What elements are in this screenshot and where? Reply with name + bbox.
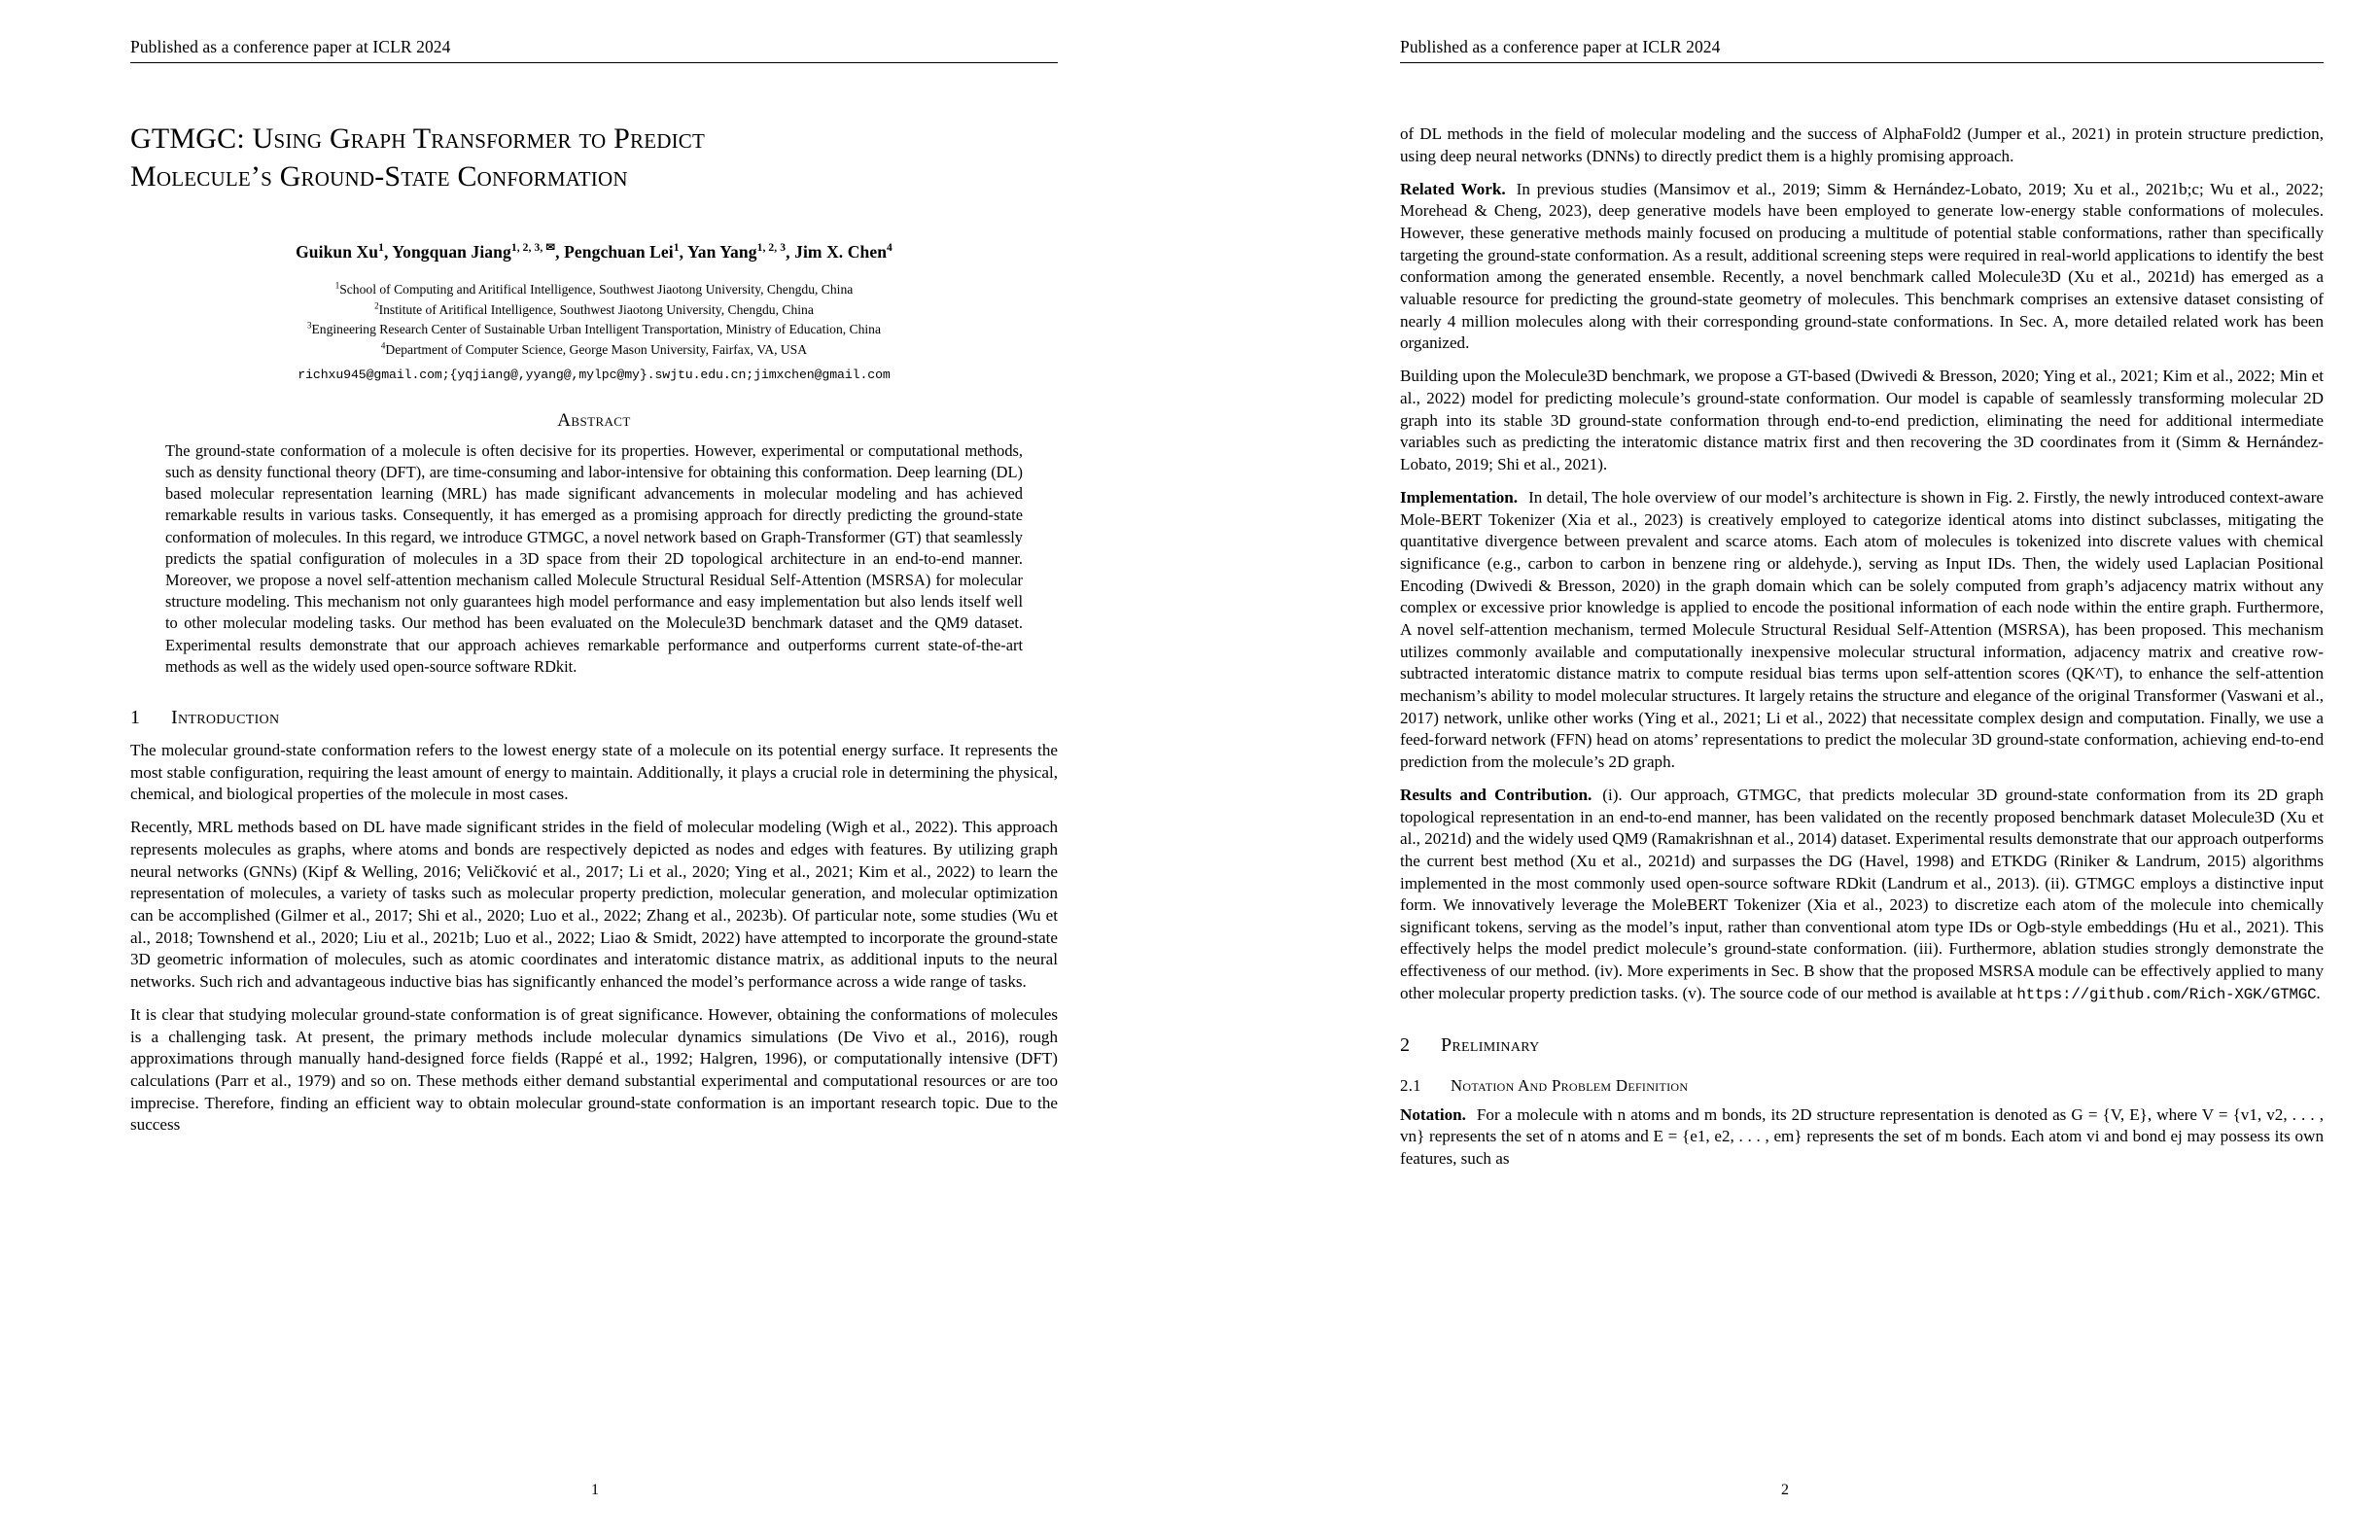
- affiliation-item: [130, 280, 1058, 300]
- running-header-right: Published as a conference paper at ICLR 2024: [1400, 37, 2324, 63]
- paragraph-intro-3: It is clear that studying molecular ground-state conformation is of great significance. However, obtaining the conformations of molecules is a challenging task. At present, the primary methods include molecular dynamics simulations (De Vivo et al., 2016), rough approximations through manually hand-designed force fields (Rappé et al., 1992; Halgren, 1996), or computationally intensive (DFT) calculations (Parr et al., 1979) and so on. These methods either demand substantial experimental and computational resources or are too imprecise. Therefore, finding an efficient way to obtain molecular ground-state conformation is an important research topic. Due to the success: [130, 1005, 1058, 1135]
- affiliation-item: [130, 300, 1058, 321]
- paragraph-implementation: [1400, 487, 2324, 773]
- paragraph-continuation: of DL methods in the field of molecular modeling and the success of AlphaFold2 (Jumper et al., 2021) in protein structure prediction, using deep neural networks (DNNs) to directly predict them is a highly promising approach.: [1400, 124, 2324, 165]
- author-list: Guikun Xu$^1$, Yongquan Jiang$^{1, 2, 3, ✉}$, Pengchuan Lei$^1$, Yan Yang$^{1, 2, 3}$, Jim X. Chen$^4$: [296, 242, 892, 262]
- paragraph-text: In previous studies (Mansimov et al., 2019; Simm & Hernández-Lobato, 2019; Xu et al., 2021b;c; Wu et al., 2022; Morehead & Cheng, 2023), deep generative models have been employed to generate low-energy stable conformations of molecules. However, these generative methods mainly focused on producing a multitude of potential stable conformations, rather than specifically targeting the ground-state conformation. As a result, additional screening steps were required in real-world applications to identify the best conformation among the generated ensemble. Recently, a novel benchmark called Molecule3D (Xu et al., 2021d) has emerged as a valuable resource for predicting the ground-state geometry of molecules. This benchmark comprises an extensive dataset consisting of nearly 4 million molecules along with their corresponding ground-state conformations. In Sec. A, more detailed related work has been organized.: [1400, 179, 2325, 353]
- page-number-right: 2: [1781, 1482, 1789, 1498]
- page-2: [1190, 0, 2380, 1540]
- subsection-number: 2.1: [1400, 1075, 1421, 1095]
- paragraph-lead-label: Implementation.: [1400, 488, 1519, 508]
- affiliation-marker: 2: [374, 300, 379, 311]
- section-number: 1: [130, 707, 141, 729]
- author-affil-marker: 1, 2, 3: [756, 242, 787, 255]
- affiliation-marker: 3: [306, 320, 312, 331]
- paragraph-notation: [1400, 1104, 2324, 1171]
- abstract-text: The ground-state conformation of a molecule is often decisive for its properties. However, experimental or computational methods, such as density functional theory (DFT), are time-consuming and labor-intensive for obtaining this conformation. Deep learning (DL) based molecular representation learning (MRL) has made significant advancements in molecular modeling and has achieved remarkable results in various tasks. Consequently, it has emerged as a promising approach for directly predicting the ground-state conformation of molecules. In this regard, we introduce GTMGC, a novel network based on Graph-Transformer (GT) that seamlessly predicts the spatial configuration of molecules in a 3D space from their 2D topological architecture in an end-to-end manner. Moreover, we propose a novel self-attention mechanism called Molecule Structural Residual Self-Attention (MSRSA) for molecular structure modeling. This mechanism not only guarantees high model performance and easy implementation but also lends itself well to other molecular modeling tasks. Our method has been evaluated on the Molecule3D benchmark dataset and the QM9 dataset. Experimental results demonstrate that our approach achieves remarkable performance and outperforms current state-of-the-art methods as well as the widely used open-source software RDkit.: [165, 440, 1023, 676]
- author-name: Jim X. Chen: [794, 242, 888, 262]
- author-affil-marker: 1, 2, 3, ✉: [510, 242, 556, 255]
- paragraph-text: In detail, The hole overview of our model’s architecture is shown in Fig. 2. Firstly, the newly introduced context-aware Mole-BERT Tokenizer (Xia et al., 2023) is creatively employed to categorize identical atoms into distinct subclasses, mitigating the quantitative divergence between prevalent and scarce atoms. Each atom of molecules is tokenized into discrete values with chemical significance (e.g., carbon to carbon in benzene ring or aldehyde.), serving as Input IDs. Then, the widely used Laplacian Positional Encoding (Dwivedi & Bresson, 2020) in the graph domain which can be solely computed from graph’s adjacency matrix without any complex or excessive prior knowledge is applied to encode the positional information of each node within the entire graph. Furthermore, A novel self-attention mechanism, termed Molecule Structural Residual Self-Attention (MSRSA), has been proposed. This mechanism utilizes commonly available and computationally inexpensive molecular structural information, adjacency matrix and creative row-subtracted interatomic distance matrix to compute residual bias terms upon self-attention scores (QK^T), to enhance the self-attention mechanism’s ability to model molecular structures. It largely retains the structure and elegance of the original Transformer (Vaswani et al., 2017) network, unlike other works (Ying et al., 2021; Li et al., 2022) that necessitate complex design and computation. Finally, we use a feed-forward network (FFN) head on atoms’ representations to predict the molecular 3D ground-state conformation, achieving end-to-end prediction from the molecule’s 2D graph.: [1400, 488, 2324, 771]
- paragraph-related-work: [1400, 179, 2324, 355]
- paragraph-intro-2: Recently, MRL methods based on DL have made significant strides in the field of molecular modeling (Wigh et al., 2022). This approach represents molecules as graphs, where atoms and bonds are respectively depicted as nodes and edges with features. By utilizing graph neural networks (GNNs) (Kipf & Welling, 2016; Veličković et al., 2017; Li et al., 2020; Ying et al., 2021; Kim et al., 2022) to learn the representation of molecules, a variety of tasks such as molecular property prediction, molecular generation, and molecular optimization can be accomplished (Gilmer et al., 2017; Shi et al., 2020; Luo et al., 2022; Zhang et al., 2023b). Of particular note, some studies (Wu et al., 2018; Townshend et al., 2020; Liu et al., 2021b; Luo et al., 2022; Liao & Smidt, 2022) have attempted to incorporate the ground-state 3D geometric information of molecules, such as atomic coordinates and interatomic distance matrix, as additional inputs to the neural networks. Such rich and advantageous inductive bias has significantly enhanced the model’s performance across a wide range of tasks.: [130, 818, 1058, 991]
- author-affil-marker: 1: [673, 242, 680, 255]
- affiliation-list: [130, 280, 1058, 361]
- affiliation-text: Engineering Research Center of Sustainable Urban Intelligent Transportation, Ministry of Education, China: [311, 322, 882, 337]
- section-heading-introduction: [130, 707, 1058, 729]
- paragraph-lead-label: Results and Contribution.: [1400, 785, 1592, 804]
- author-affil-marker: 1: [378, 242, 385, 255]
- affiliation-marker: 4: [380, 340, 386, 351]
- paragraph-lead-label: Related Work.: [1400, 179, 1506, 198]
- paragraph-text: For a molecule with n atoms and m bonds, its 2D structure representation is denoted as G = {V, E}, where V = {v1, v2, . . . , vn} represents the set of n atoms and E = {e1, e2, . . . , em} represents the set of m bonds. Each atom vi and bond ej may possess its own features, such as: [1400, 1104, 2324, 1169]
- author-name: Pengchuan Lei: [564, 242, 674, 262]
- section-number: 2: [1400, 1033, 1411, 1056]
- title-line-1: GTMGC: Using Graph Transformer to Predict: [130, 122, 706, 155]
- affiliation-text: Institute of Aritifical Intelligence, Southwest Jiaotong University, Chengdu, China: [378, 301, 814, 317]
- paragraph-building-upon: Building upon the Molecule3D benchmark, we propose a GT-based (Dwivedi & Bresson, 2020; Ying et al., 2021; Kim et al., 2022; Min et al., 2022) model for predicting molecule’s ground-state conformation. Our model is capable of seamlessly transforming molecular 2D graph into its stable 3D ground-state conformation through end-to-end prediction, eliminating the need for additional intermediate variables such as predicting the interatomic distance matrix first and then recovering the 3D coordinates from it (Simm & Hernández-Lobato, 2019; Shi et al., 2021).: [1400, 367, 2324, 473]
- affiliation-marker: 1: [334, 280, 340, 291]
- affiliation-item: [130, 320, 1058, 340]
- page-number-left: 1: [591, 1482, 599, 1498]
- author-affil-marker: 4: [887, 242, 892, 255]
- contact-emails: richxu945@gmail.com;{yqjiang@,yyang@,mylpc@my}.swjtu.edu.cn;jimxchen@gmail.com: [298, 367, 891, 382]
- author-name: Yongquan Jiang: [392, 242, 511, 262]
- affiliation-text: Department of Computer Science, George Mason University, Fairfax, VA, USA: [385, 341, 808, 357]
- paragraph-lead-label: Notation.: [1400, 1104, 1466, 1124]
- title-line-2: Molecule’s Ground-State Conformation: [130, 160, 628, 192]
- affiliation-text: School of Computing and Aritifical Intelligence, Southwest Jiaotong University, Chengdu, China: [339, 282, 854, 297]
- author-name: Yan Yang: [686, 242, 757, 262]
- affiliation-item: [130, 340, 1058, 361]
- page-title: [130, 120, 1058, 195]
- paragraph-results-contribution: Results and Contribution. (i). Our approach, GTMGC, that predicts molecular 3D ground-state conformation from its 2D graph topological representation in an end-to-end manner, has been validated on the recently proposed benchmark dataset Molecule3D (Xu et al., 2021d) and the widely used QM9 (Ramakrishnan et al., 2014) dataset. Experimental results demonstrate that our approach outperforms the current best method (Xu et al., 2021d) and surpasses the DG (Havel, 1998) and ETKDG (Riniker & Landrum, 2015) algorithms implemented in the most commonly used open-source software RDkit (Landrum et al., 2013). (ii). GTMGC employs a distinctive input form. We innovatively leverage the MoleBERT Tokenizer (Xia et al., 2023) to discretize each atom of the molecule into chemically significant tokens, serving as the model’s input, rather than conventional atom type IDs or Ogb-style embeddings (Hu et al., 2021). This effectively helps the model predict molecule’s ground-state conformation. (iii). Furthermore, ablation studies strongly demonstrate the effectiveness of our method. (iv). More experiments in Sec. B show that the proposed MSRSA module can be effectively applied to many other molecular property prediction tasks. (v). The source code of our method is available at https://github.com/Rich-XGK/GTMGC.: [1400, 785, 2324, 1003]
- section-title: Introduction: [171, 707, 280, 729]
- paragraph-intro-1: The molecular ground-state conformation refers to the lowest energy state of a molecule on its potential energy surface. It represents the most stable configuration, requiring the least amount of energy to maintain. Additionally, it plays a crucial role in determining the physical, chemical, and biological properties of the molecule in most cases.: [130, 741, 1058, 804]
- running-header-left: Published as a conference paper at ICLR 2024: [130, 37, 1058, 63]
- source-code-url[interactable]: https://github.com/Rich-XGK/GTMGC: [2016, 985, 2317, 1003]
- subsection-heading-notation: [1400, 1076, 2324, 1096]
- paragraph-text: (i). Our approach, GTMGC, that predicts molecular 3D ground-state conformation from its 2D graph topological representation in an end-to-end manner, has been validated on the recently proposed benchmark dataset Molecule3D (Xu et al., 2021d) and the widely used QM9 (Ramakrishnan et al., 2014) dataset. Experimental results demonstrate that our approach outperforms the current best method (Xu et al., 2021d) and surpasses the DG (Havel, 1998) and ETKDG (Riniker & Landrum, 2015) algorithms implemented in the most commonly used open-source software RDkit (Landrum et al., 2013). (ii). GTMGC employs a distinctive input form. We innovatively leverage the MoleBERT Tokenizer (Xia et al., 2023) to discretize each atom of the molecule into chemically significant tokens, serving as the model’s input, rather than conventional atom type IDs or Ogb-style embeddings (Hu et al., 2021). This effectively helps the model predict molecule’s ground-state conformation. (iii). Furthermore, ablation studies strongly demonstrate the effectiveness of our method. (iv). More experiments in Sec. B show that the proposed MSRSA module can be effectively applied to many other molecular property prediction tasks. (v). The source code of our method is available at: [1400, 785, 2324, 1002]
- author-name: Guikun Xu: [296, 242, 379, 262]
- abstract-heading: Abstract: [557, 409, 631, 431]
- section-heading-preliminary: [1400, 1034, 2324, 1057]
- subsection-title: Notation And Problem Definition: [1451, 1075, 1689, 1095]
- section-title: Preliminary: [1441, 1033, 1540, 1056]
